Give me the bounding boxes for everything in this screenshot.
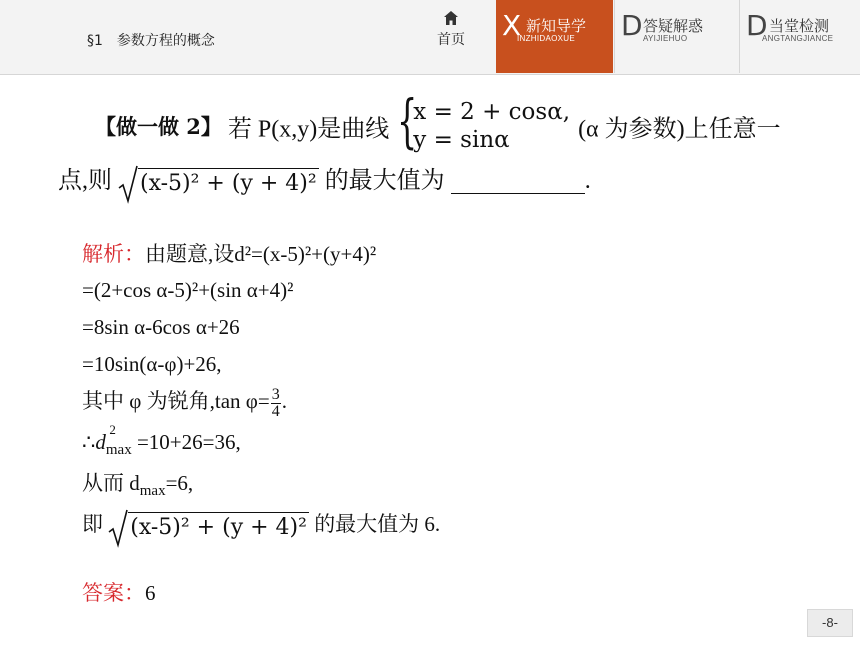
d-subscript: max xyxy=(139,483,166,500)
d-max-squared xyxy=(95,422,132,459)
question-text-d: 的最大值为 xyxy=(324,168,445,194)
tab-dangtangjiance[interactable] xyxy=(739,0,860,73)
brace-icon: { xyxy=(397,87,418,155)
solution-text-5b: . xyxy=(281,389,287,413)
tab-label: 新知导学 xyxy=(526,17,587,35)
solution-text-8b: 的最大值为 6. xyxy=(314,512,441,536)
fraction xyxy=(271,387,281,420)
tab-xinzhidaoxue[interactable] xyxy=(496,0,613,73)
radical-sign-icon xyxy=(108,508,128,548)
square-root xyxy=(108,512,309,540)
home-icon xyxy=(444,11,458,25)
tab-pinyin: AYIJIEHUO xyxy=(643,34,688,43)
d-subscript: max xyxy=(105,442,132,459)
section-number: §1 xyxy=(87,33,103,49)
question-text-b: (α 为参数)上任意一 xyxy=(578,116,781,143)
answer-line xyxy=(82,577,156,607)
answer-label: 答案： xyxy=(82,581,145,605)
tab-letter: X xyxy=(502,9,522,42)
question-lead: 【做一做 2】 xyxy=(95,114,222,139)
fraction-denominator: 4 xyxy=(271,402,280,420)
home-label: 首页 xyxy=(437,32,465,48)
top-bar xyxy=(0,0,860,75)
solution-text-7b: =6, xyxy=(165,471,194,495)
solution-text-7a: 从而 d xyxy=(82,471,140,495)
solution-text-6: =10+26=36, xyxy=(131,430,241,454)
solution-line-7 xyxy=(82,467,193,500)
tab-dayijiehuo[interactable] xyxy=(614,0,739,73)
solution-line-3: =8sin α-6cos α+26 xyxy=(82,315,240,339)
solution-line-8 xyxy=(82,508,440,540)
solution-line-2: =(2+cos α-5)²+(sin α+4)² xyxy=(82,278,294,302)
radical-sign-icon xyxy=(118,164,138,204)
d-superscript: 2 xyxy=(109,422,116,437)
question-text-c: 点,则 xyxy=(58,168,112,194)
question-text-a: 若 P(x,y)是曲线 xyxy=(227,116,390,143)
tab-label: 当堂检测 xyxy=(769,17,830,35)
radicand: (x-5)² + (y + 4)² xyxy=(138,168,319,196)
tab-letter: D xyxy=(621,9,643,42)
question-line-1 xyxy=(95,87,781,158)
fraction-numerator: 3 xyxy=(271,385,280,403)
d-symbol: d xyxy=(95,430,106,454)
question-period: . xyxy=(584,168,591,194)
tab-label: 答疑解惑 xyxy=(643,17,704,35)
equation-2: y = sinα xyxy=(413,127,510,153)
equation-1: x = 2 + cosα, xyxy=(413,99,571,125)
tab-pinyin: ANGTANGJIANCE xyxy=(762,34,834,43)
solution-text-1: 由题意,设d²=(x-5)²+(y+4)² xyxy=(145,242,377,266)
solution-label: 解析： xyxy=(82,242,145,266)
answer-value: 6 xyxy=(145,581,156,605)
home-button[interactable] xyxy=(429,8,473,58)
question-line-2 xyxy=(58,160,591,210)
answer-blank xyxy=(451,171,585,194)
solution-line-6 xyxy=(82,422,241,459)
section-title xyxy=(87,30,215,50)
page-number: -8- xyxy=(807,609,853,637)
solution-text-5a: 其中 φ 为锐角,tan φ= xyxy=(82,389,270,413)
therefore-symbol: ∴ xyxy=(82,430,96,454)
square-root xyxy=(118,168,319,197)
solution-text-8a: 即 xyxy=(82,512,103,536)
section-title-text: 参数方程的概念 xyxy=(116,33,215,49)
solution-line-4: =10sin(α-φ)+26, xyxy=(82,352,222,376)
solution-line-1 xyxy=(82,238,376,268)
tab-letter: D xyxy=(746,9,768,42)
radicand: (x-5)² + (y + 4)² xyxy=(128,512,309,540)
equation-system xyxy=(397,87,571,155)
solution-line-5 xyxy=(82,385,287,420)
tab-pinyin: INZHIDAOXUE xyxy=(517,34,575,43)
